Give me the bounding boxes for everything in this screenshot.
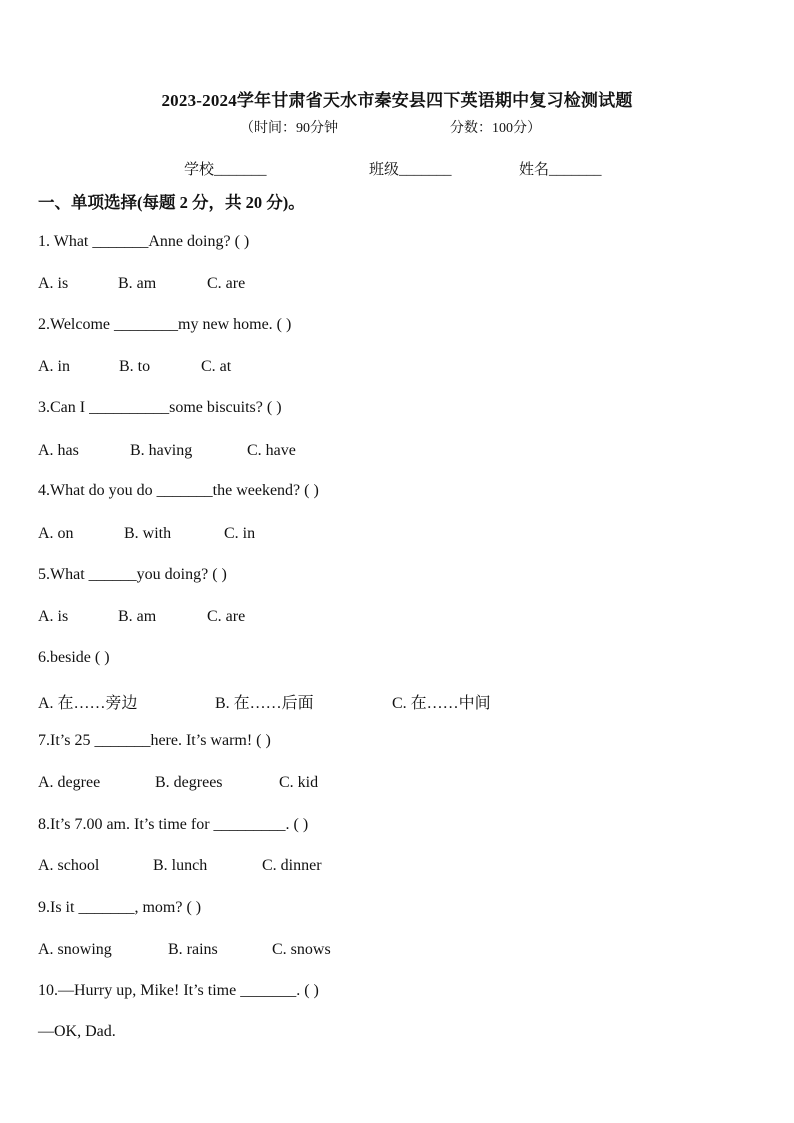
question-9: 9.Is it _______, mom? ( ) xyxy=(38,899,202,916)
option-2b: B. to xyxy=(119,358,151,375)
option-9c: C. snows xyxy=(272,941,331,958)
option-6a: A. 在……旁边 xyxy=(38,695,138,712)
question-6: 6.beside ( ) xyxy=(38,649,110,666)
option-8c: C. dinner xyxy=(262,857,322,874)
option-9a: A. snowing xyxy=(38,941,112,958)
name-field: 姓名_______ xyxy=(519,162,602,178)
question-5: 5.What ______you doing? ( ) xyxy=(38,566,227,583)
option-1c: C. are xyxy=(207,275,246,292)
option-5b: B. am xyxy=(118,608,157,625)
question-10-reply: —OK, Dad. xyxy=(38,1023,116,1040)
question-1: 1. What _______Anne doing? ( ) xyxy=(38,233,250,250)
option-4c: C. in xyxy=(224,525,256,542)
option-7b: B. degrees xyxy=(155,774,223,791)
question-7: 7.It’s 25 _______here. It’s warm! ( ) xyxy=(38,732,271,749)
question-4: 4.What do you do _______the weekend? ( ) xyxy=(38,482,319,499)
option-6c: C. 在……中间 xyxy=(392,695,491,712)
class-field: 班级_______ xyxy=(369,162,452,178)
question-2: 2.Welcome ________my new home. ( ) xyxy=(38,316,292,333)
exam-title: 2023-2024学年甘肃省天水市秦安县四下英语期中复习检测试题 xyxy=(161,91,633,110)
question-10: 10.—Hurry up, Mike! It’s time _______. ( ) xyxy=(38,982,319,999)
option-1b: B. am xyxy=(118,275,157,292)
section-heading: 一、单项选择(每题 2 分，共 20 分)。 xyxy=(38,193,305,212)
option-2c: C. at xyxy=(201,358,232,375)
option-3a: A. has xyxy=(38,442,79,459)
option-9b: B. rains xyxy=(168,941,218,958)
option-7a: A. degree xyxy=(38,774,101,791)
question-8: 8.It’s 7.00 am. It’s time for _________. ( ) xyxy=(38,816,309,833)
option-6b: B. 在……后面 xyxy=(215,695,314,712)
exam-subtitle xyxy=(240,117,541,137)
option-4b: B. with xyxy=(124,525,172,542)
option-5c: C. are xyxy=(207,608,246,625)
option-7c: C. kid xyxy=(279,774,319,791)
question-3: 3.Can I __________some biscuits? ( ) xyxy=(38,399,282,416)
option-4a: A. on xyxy=(38,525,74,542)
option-2a: A. in xyxy=(38,358,70,375)
option-3b: B. having xyxy=(130,442,193,459)
option-8b: B. lunch xyxy=(153,857,208,874)
exam-time: （时间：90分钟 xyxy=(240,121,338,136)
option-3c: C. have xyxy=(247,442,296,459)
option-5a: A. is xyxy=(38,608,69,625)
option-8a: A. school xyxy=(38,857,100,874)
exam-score: 分数：100分） xyxy=(450,121,541,136)
school-field: 学校_______ xyxy=(184,162,267,178)
option-1a: A. is xyxy=(38,275,69,292)
